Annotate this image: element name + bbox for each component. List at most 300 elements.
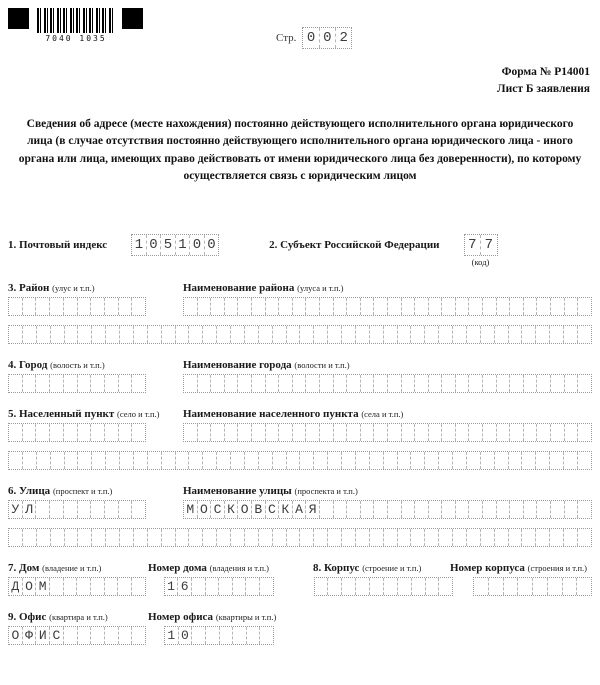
char-cell [342, 529, 356, 546]
char-cell [550, 452, 564, 469]
char-cell [578, 529, 591, 546]
char-cell [198, 298, 212, 315]
char-cell [65, 529, 79, 546]
char-cell [259, 529, 273, 546]
char-cell [564, 452, 578, 469]
char-cell [238, 298, 252, 315]
char-cell [91, 627, 105, 644]
city-row [8, 374, 592, 393]
char-cell [238, 375, 252, 392]
char-cell [51, 452, 65, 469]
char-cell [162, 452, 176, 469]
char-cell [279, 424, 293, 441]
char-cell [106, 452, 120, 469]
char-cell: 0 [207, 237, 216, 253]
form-title: Сведения об адресе (месте нахождения) постоянно действующего исполнительного органа юридического лица (в случае отсутствия постоянно действующего исполнительного органа юридического лица - иного органа или лица, имеющих право действовать от имени юридического лица без доверенности), по которому осуществляется связь с юридическим лицом [18, 118, 582, 182]
char-cell [551, 375, 565, 392]
char-cell [315, 578, 329, 595]
char-cell [314, 529, 328, 546]
char-cell [36, 501, 50, 518]
char-cell [388, 501, 402, 518]
char-cell [347, 501, 361, 518]
char-cell [456, 424, 470, 441]
char-cell [370, 529, 384, 546]
char-cell [334, 298, 348, 315]
building-type-field[interactable] [314, 577, 454, 596]
char-cell [148, 452, 162, 469]
char-cell [489, 578, 504, 595]
char-cell [217, 529, 231, 546]
char-cell [439, 452, 453, 469]
char-cell: И [36, 627, 50, 644]
char-cell [565, 298, 579, 315]
char-cell: Ф [23, 627, 37, 644]
char-cell [231, 326, 245, 343]
char-cell: 7 [465, 235, 482, 255]
char-cell [429, 501, 443, 518]
char-cell [238, 424, 252, 441]
char-cell [565, 424, 579, 441]
char-cell [36, 424, 50, 441]
char-cell [425, 452, 439, 469]
char-cell [509, 452, 523, 469]
postal-index-field[interactable] [131, 234, 219, 256]
char-cell [51, 529, 65, 546]
char-cell [320, 501, 334, 518]
char-cell [361, 375, 375, 392]
char-cell [483, 501, 497, 518]
char-cell [388, 424, 402, 441]
char-cell [247, 627, 261, 644]
char-cell [176, 529, 190, 546]
char-cell [106, 529, 120, 546]
char-cell [536, 326, 550, 343]
char-cell [65, 326, 79, 343]
office-labels [8, 611, 592, 623]
building-number-field[interactable] [473, 577, 592, 596]
char-cell [467, 326, 481, 343]
char-cell [64, 578, 78, 595]
char-cell [9, 529, 23, 546]
char-cell [537, 424, 551, 441]
char-cell [132, 627, 145, 644]
char-cell [120, 452, 134, 469]
char-cell [320, 424, 334, 441]
char-cell [252, 298, 266, 315]
char-cell: 6 [178, 578, 192, 595]
char-cell [509, 326, 523, 343]
char-cell [439, 578, 452, 595]
char-cell [162, 529, 176, 546]
char-cell [398, 529, 412, 546]
office-label-note: (квартира и т.п.) [49, 612, 108, 622]
char-cell [356, 578, 370, 595]
char-cell [426, 578, 440, 595]
char-cell [78, 627, 92, 644]
char-cell [334, 375, 348, 392]
office-number-label: Номер офиса (квартиры и т.п.) [148, 611, 277, 623]
char-cell [370, 326, 384, 343]
char-cell [439, 529, 453, 546]
char-cell [77, 578, 91, 595]
char-cell [91, 298, 105, 315]
char-cell [119, 424, 133, 441]
char-cell [78, 529, 92, 546]
char-cell [497, 424, 511, 441]
street-label-note: (проспект и т.п.) [52, 486, 113, 496]
char-cell: 0 [320, 28, 336, 48]
char-cell: 0 [303, 28, 319, 48]
street-name-label: Наименование улицы (проспекта и т.п.) [183, 485, 358, 497]
char-cell [273, 326, 287, 343]
char-cell [384, 452, 398, 469]
char-cell [106, 326, 120, 343]
char-cell [9, 298, 23, 315]
char-cell [50, 501, 64, 518]
char-cell [300, 326, 314, 343]
char-cell [550, 326, 564, 343]
char-cell [565, 501, 579, 518]
char-cell: О [23, 578, 37, 595]
char-cell [577, 578, 591, 595]
settlement-extra-row [8, 451, 592, 470]
char-cell [518, 578, 533, 595]
char-cell [467, 529, 481, 546]
page-number-cells[interactable] [302, 27, 352, 49]
char-cell [402, 424, 416, 441]
char-cell [132, 375, 145, 392]
char-cell [483, 375, 497, 392]
char-cell [442, 298, 456, 315]
char-cell [415, 375, 429, 392]
char-cell [78, 326, 92, 343]
char-cell [564, 529, 578, 546]
char-cell [134, 452, 148, 469]
char-cell [51, 326, 65, 343]
settlement-name-note: (села и т.п.) [361, 409, 404, 419]
district-name-field[interactable] [183, 297, 592, 316]
char-cell [260, 627, 273, 644]
char-cell [78, 298, 92, 315]
char-cell: 0 [179, 627, 193, 644]
char-cell: А [293, 501, 307, 518]
char-cell: 7 [484, 237, 493, 253]
char-cell [548, 578, 563, 595]
district-name-note: (улуса и т.п.) [297, 283, 344, 293]
char-cell [415, 298, 429, 315]
char-cell [91, 424, 105, 441]
char-cell [347, 424, 361, 441]
char-cell [287, 529, 301, 546]
char-cell [91, 375, 105, 392]
char-cell [429, 375, 443, 392]
char-cell [537, 501, 551, 518]
char-cell [91, 501, 105, 518]
char-cell [189, 452, 203, 469]
char-cell [9, 452, 23, 469]
char-cell [439, 326, 453, 343]
char-cell [510, 298, 524, 315]
char-cell [524, 501, 538, 518]
char-cell [148, 326, 162, 343]
char-cell [481, 326, 495, 343]
char-cell [259, 452, 273, 469]
char-cell [456, 298, 470, 315]
char-cell [119, 298, 133, 315]
char-cell: К [225, 501, 239, 518]
char-cell [415, 424, 429, 441]
char-cell [266, 298, 280, 315]
char-cell [456, 501, 470, 518]
char-cell [203, 529, 217, 546]
char-cell [374, 424, 388, 441]
char-cell: С [50, 627, 64, 644]
char-cell [497, 298, 511, 315]
char-cell [578, 298, 591, 315]
char-cell [245, 529, 259, 546]
city-label-note: (волость и т.п.) [50, 360, 105, 370]
char-cell [442, 501, 456, 518]
char-cell [23, 326, 37, 343]
char-cell [483, 424, 497, 441]
char-cell [217, 452, 231, 469]
char-cell: 1 [132, 235, 147, 255]
subject-rf-code-field[interactable] [464, 234, 498, 256]
char-cell [231, 529, 245, 546]
settlement-name-label: Наименование населенного пункта (села и т.п.) [183, 408, 404, 420]
district-type-field[interactable] [8, 297, 146, 316]
char-cell [211, 375, 225, 392]
char-cell [469, 424, 483, 441]
char-cell: Л [23, 501, 37, 518]
registration-mark-right [122, 8, 143, 29]
char-cell [342, 326, 356, 343]
office-label: 9. Офис (квартира и т.п.) [8, 611, 108, 623]
char-cell [23, 452, 37, 469]
street-name-field[interactable] [183, 500, 592, 519]
district-label-note: (улус и т.п.) [52, 283, 95, 293]
district-labels [8, 282, 592, 294]
char-cell [411, 529, 425, 546]
char-cell [9, 424, 23, 441]
char-cell [134, 326, 148, 343]
street-labels [8, 485, 592, 497]
char-cell [522, 326, 536, 343]
char-cell [374, 501, 388, 518]
char-cell [119, 627, 133, 644]
char-cell: О [238, 501, 252, 518]
char-cell [578, 375, 591, 392]
char-cell [287, 452, 301, 469]
sheet-label: Лист Б заявления [497, 82, 590, 95]
char-cell: С [266, 501, 280, 518]
char-cell [453, 452, 467, 469]
char-cell [374, 298, 388, 315]
char-cell [50, 578, 64, 595]
char-cell [356, 529, 370, 546]
office-row [8, 626, 592, 645]
char-cell: 5 [161, 235, 176, 255]
char-cell [524, 375, 538, 392]
char-cell [91, 578, 105, 595]
char-cell [219, 578, 233, 595]
char-cell [287, 326, 301, 343]
char-cell [23, 375, 37, 392]
char-cell [148, 529, 162, 546]
char-cell [442, 424, 456, 441]
postal-index-label: 1. Почтовый индекс [8, 239, 108, 251]
district-row [8, 297, 592, 316]
char-cell [536, 529, 550, 546]
char-cell [119, 501, 133, 518]
char-cell [245, 326, 259, 343]
char-cell [37, 452, 51, 469]
char-cell [509, 529, 523, 546]
city-type-field[interactable] [8, 374, 146, 393]
char-cell [36, 375, 50, 392]
char-cell [474, 578, 489, 595]
char-cell [23, 529, 37, 546]
char-cell [361, 424, 375, 441]
house-label-note: (владение и т.п.) [42, 563, 102, 573]
street-name-note: (проспекта и т.п.) [294, 486, 358, 496]
settlement-label-note: (село и т.п.) [117, 409, 160, 419]
district-label: 3. Район (улус и т.п.) [8, 282, 95, 294]
char-cell [481, 529, 495, 546]
char-cell: 1 [176, 235, 191, 255]
char-cell [469, 298, 483, 315]
char-cell [370, 578, 384, 595]
char-cell [260, 578, 273, 595]
char-cell [132, 578, 145, 595]
house-number-label: Номер дома (владения и т.п.) [148, 562, 269, 574]
char-cell [467, 452, 481, 469]
char-cell [36, 298, 50, 315]
char-cell [50, 298, 64, 315]
char-cell [306, 298, 320, 315]
char-cell [334, 424, 348, 441]
district-name-extra-field[interactable] [8, 325, 592, 344]
settlement-name-field[interactable] [183, 423, 592, 442]
char-cell [50, 375, 64, 392]
char-cell [320, 298, 334, 315]
char-cell [211, 424, 225, 441]
char-cell [65, 452, 79, 469]
house-number-field[interactable] [164, 577, 274, 596]
char-cell [374, 375, 388, 392]
char-cell [347, 298, 361, 315]
house-type-field[interactable] [8, 577, 146, 596]
char-cell [92, 452, 106, 469]
char-cell [220, 627, 234, 644]
row-postal-subject [8, 234, 592, 267]
char-cell [132, 298, 145, 315]
char-cell [384, 578, 398, 595]
char-cell [252, 375, 266, 392]
char-cell [9, 326, 23, 343]
street-name-extra-field[interactable] [8, 528, 592, 547]
char-cell [211, 298, 225, 315]
house-building-labels [8, 562, 592, 574]
char-cell [300, 452, 314, 469]
char-cell [246, 578, 260, 595]
building-number-label: Номер корпуса (строения и т.п.) [450, 562, 587, 574]
char-cell [78, 452, 92, 469]
char-cell [356, 452, 370, 469]
settlement-name-extra-field[interactable] [8, 451, 592, 470]
street-row [8, 500, 592, 519]
char-cell [78, 424, 92, 441]
char-cell [64, 375, 78, 392]
char-cell [206, 578, 220, 595]
char-cell [176, 452, 190, 469]
char-cell [233, 627, 247, 644]
char-cell [328, 578, 342, 595]
char-cell [23, 298, 37, 315]
registration-mark-left [8, 8, 29, 29]
char-cell [300, 529, 314, 546]
char-cell [105, 424, 119, 441]
char-cell [497, 501, 511, 518]
char-cell [334, 501, 348, 518]
char-cell [497, 375, 511, 392]
char-cell [252, 424, 266, 441]
char-cell: О [9, 627, 23, 644]
char-cell [342, 578, 356, 595]
char-cell: В [252, 501, 266, 518]
char-cell [384, 326, 398, 343]
office-number-note: (квартиры и т.п.) [215, 612, 277, 622]
char-cell [105, 375, 119, 392]
house-building-row [8, 577, 592, 596]
char-cell [105, 627, 119, 644]
char-cell [524, 298, 538, 315]
char-cell [578, 452, 591, 469]
barcode-bars [37, 8, 115, 33]
char-cell [132, 424, 145, 441]
char-cell [504, 578, 519, 595]
char-cell [64, 298, 78, 315]
char-cell [134, 529, 148, 546]
form-header [497, 64, 590, 97]
char-cell [192, 627, 206, 644]
barcode [37, 8, 115, 43]
char-cell [78, 501, 92, 518]
office-number-field[interactable] [164, 626, 274, 645]
char-cell [551, 501, 565, 518]
char-cell [411, 326, 425, 343]
house-number-note: (владения и т.п.) [209, 563, 269, 573]
street-type-field[interactable] [8, 500, 146, 519]
subject-rf-label: 2. Субъект Российской Федерации [269, 239, 440, 251]
char-cell [551, 298, 565, 315]
char-cell [279, 375, 293, 392]
char-cell [37, 529, 51, 546]
char-cell [415, 501, 429, 518]
subject-rf-code-note: (код) [471, 257, 490, 267]
char-cell [425, 529, 439, 546]
office-type-field[interactable] [8, 626, 146, 645]
char-cell [206, 627, 220, 644]
char-cell [347, 375, 361, 392]
house-label: 7. Дом (владение и т.п.) [8, 562, 102, 574]
char-cell [293, 298, 307, 315]
char-cell [92, 529, 106, 546]
city-name-field[interactable] [183, 374, 592, 393]
char-cell [37, 326, 51, 343]
char-cell [9, 375, 23, 392]
settlement-type-field[interactable] [8, 423, 146, 442]
